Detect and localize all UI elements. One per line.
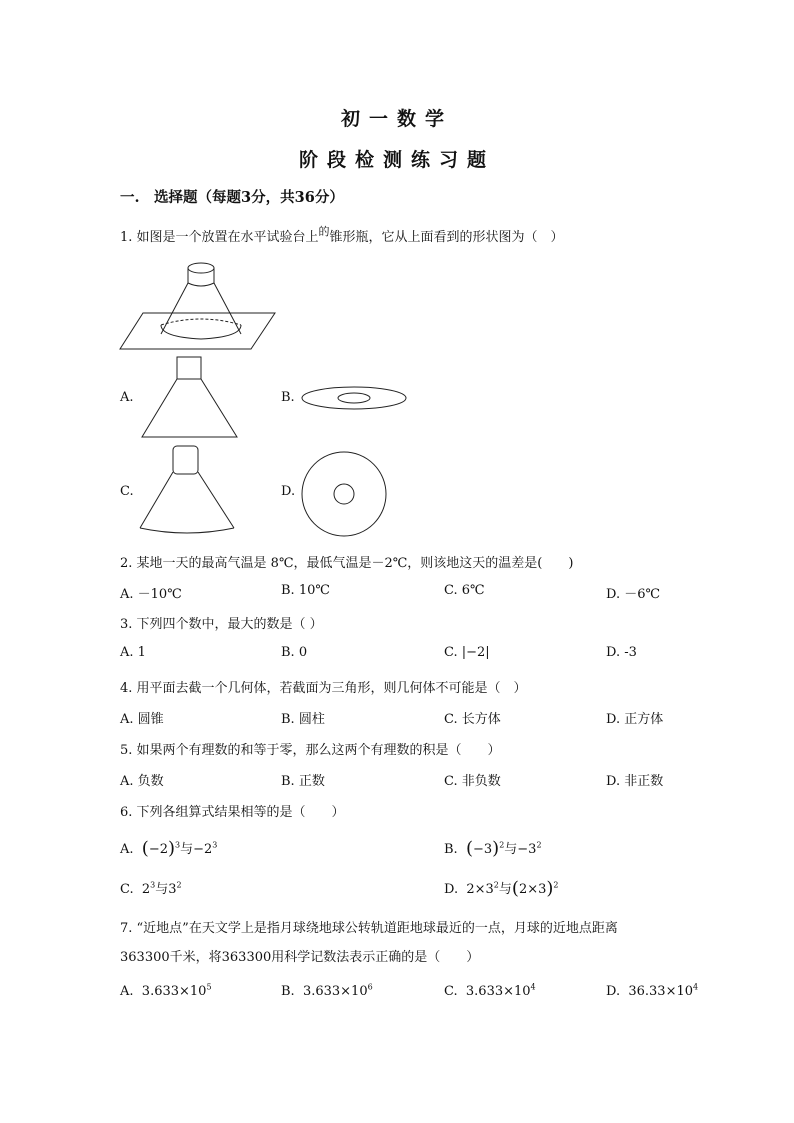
q5-option-a[interactable]: A. 负数 — [120, 774, 164, 789]
q3-option-c[interactable]: C. |−2| — [444, 645, 490, 660]
q1-option-c-figure[interactable] — [138, 444, 238, 536]
q2-option-d[interactable]: D. －6℃ — [606, 587, 661, 602]
question-5: 5. 如果两个有理数的和等于零，那么这两个有理数的积是（ ） — [120, 743, 501, 758]
q1-option-b-figure[interactable] — [300, 385, 410, 411]
q6-option-a[interactable]: A. $(-2)^3$与$-2^3$ — [120, 838, 218, 859]
q6-option-b[interactable]: B. $(-3)^2$与$-3^2$ — [444, 838, 542, 859]
q1-option-d-figure[interactable] — [300, 450, 388, 538]
q7-option-c[interactable]: C. $3.633\times 10^4$ — [444, 982, 536, 999]
q1-option-d-label[interactable]: D. — [281, 484, 296, 499]
question-2: 2. 某地一天的最高气温是 8℃，最低气温是－2℃，则该地这天的温差是( ) — [120, 556, 574, 571]
question-7-line-2: 363300千米，将363300用科学记数法表示正确的是（ ） — [120, 950, 480, 965]
q4-option-c[interactable]: C. 长方体 — [444, 712, 501, 727]
q1-option-a-label[interactable]: A. — [120, 390, 134, 405]
question-1: 1. 如图是一个放置在水平试验台上$^的$锥形瓶，它从上面看到的形状图为（ ） — [120, 225, 564, 245]
q4-option-a[interactable]: A. 圆锥 — [120, 712, 164, 727]
question-3: 3. 下列四个数中，最大的数是（ ） — [120, 617, 323, 632]
q2-option-a[interactable]: A. －10℃ — [120, 587, 182, 602]
q3-option-a[interactable]: A. 1 — [120, 645, 146, 660]
conical-flask-figure — [115, 255, 280, 355]
q4-option-b[interactable]: B. 圆柱 — [281, 712, 325, 727]
q1-option-c-label[interactable]: C. — [120, 484, 134, 499]
q7-option-d[interactable]: D. $36.33\times 10^4$ — [606, 982, 699, 999]
q4-option-d[interactable]: D. 正方体 — [606, 712, 664, 727]
q2-option-b[interactable]: B. 10℃ — [281, 583, 330, 598]
q1-option-a-figure[interactable] — [140, 355, 240, 440]
question-4: 4. 用平面去截一个几何体，若截面为三角形，则几何体不可能是（ ） — [120, 681, 527, 696]
section-heading: 一. 选择题（每题3分，共36分） — [120, 189, 344, 206]
question-6: 6. 下列各组算式结果相等的是（ ） — [120, 805, 345, 820]
page-title: 初一数学 — [340, 108, 453, 130]
q2-option-c[interactable]: C. 6℃ — [444, 583, 485, 598]
q7-option-b[interactable]: B. $3.633\times 10^6$ — [281, 982, 373, 999]
q6-option-c[interactable]: C. $2^3$与$3^2$ — [120, 880, 182, 897]
question-7-line-1: 7. “近地点”在天文学上是指月球绕地球公转轨道距地球最近的一点，月球的近地点距离 — [120, 921, 618, 936]
q1-option-b-label[interactable]: B. — [281, 390, 295, 405]
q5-option-b[interactable]: B. 正数 — [281, 774, 325, 789]
page-subtitle: 阶段检测练习题 — [298, 149, 495, 171]
q3-option-d[interactable]: D. -3 — [606, 645, 637, 660]
q7-option-a[interactable]: A. $3.633\times 10^5$ — [120, 982, 212, 999]
q6-option-d[interactable]: D. $2\times 3^2$与$(2\times 3)^2$ — [444, 878, 559, 899]
q5-option-d[interactable]: D. 非正数 — [606, 774, 664, 789]
q5-option-c[interactable]: C. 非负数 — [444, 774, 501, 789]
q3-option-b[interactable]: B. 0 — [281, 645, 308, 660]
